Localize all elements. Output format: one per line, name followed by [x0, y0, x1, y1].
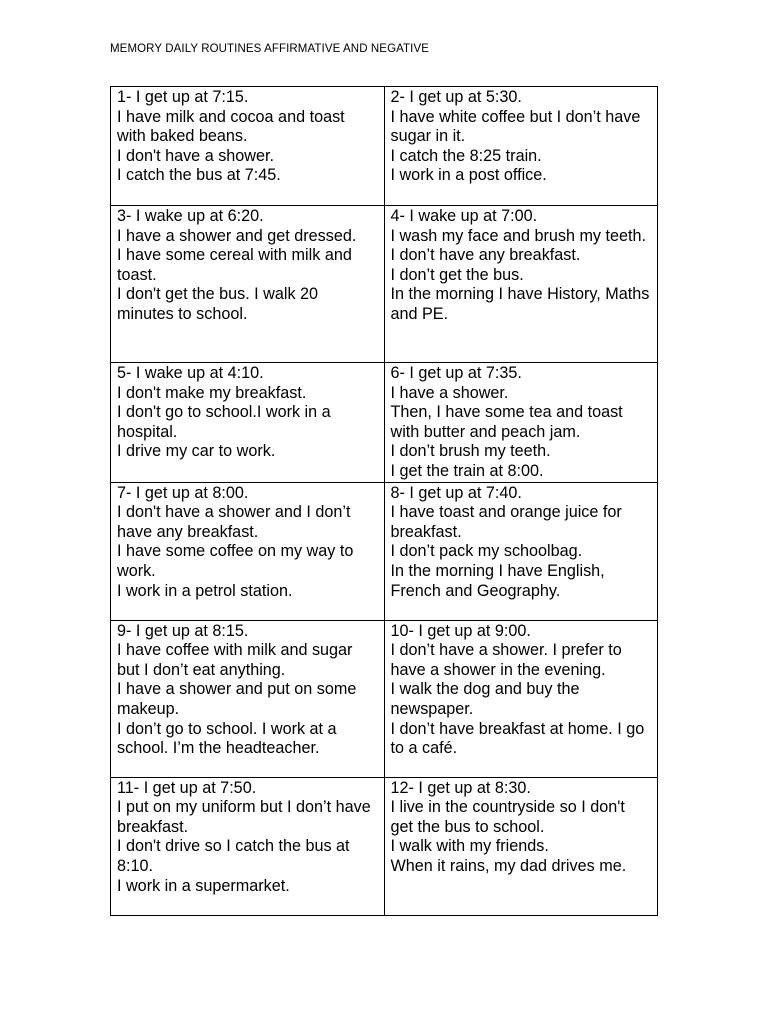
table-row — [111, 363, 658, 483]
routine-line: 11- I get up at 7:50. — [117, 778, 257, 797]
routine-line: 12- I get up at 8:30. — [390, 778, 531, 797]
routine-line: I don’t have breakfast at home. I go to a café. — [390, 719, 645, 758]
routine-line: I walk with my friends. — [390, 837, 549, 856]
table-row — [111, 620, 658, 777]
routine-line: 9- I get up at 8:15. — [117, 621, 249, 640]
routine-line: I have milk and cocoa and toast with baked beans. — [117, 107, 345, 146]
routine-line: I don't go to school.I work in a hospital. — [117, 403, 331, 441]
routine-line: I don’t get the bus. — [390, 265, 524, 284]
routine-line: In the morning I have History, Maths and PE. — [390, 285, 650, 323]
routine-line: I walk the dog and buy the newspaper. — [390, 680, 580, 718]
routine-line: I work in a supermarket. — [117, 876, 290, 895]
routine-card-9 — [111, 620, 385, 777]
routine-line: I put on my uniform but I don’t have breakfast. — [117, 798, 371, 836]
routine-line: I drive my car to work. — [117, 442, 276, 461]
routine-line: I work in a petrol station. — [117, 581, 293, 600]
routine-line: 1- I get up at 7:15. — [117, 88, 249, 106]
routine-line: I have white coffee but I don’t have sugar in it. — [390, 107, 641, 146]
routine-line: 10- I get up at 9:00. — [390, 621, 531, 640]
routine-card-5 — [111, 363, 385, 483]
routine-line: 5- I wake up at 4:10. — [117, 364, 264, 382]
routine-card-2 — [384, 87, 658, 206]
routine-line: I don’t go to school. I work at a school. I’m the headteacher. — [117, 719, 337, 758]
routine-line: 8- I get up at 7:40. — [390, 483, 522, 502]
routine-card-11 — [111, 777, 385, 915]
routine-line: I don't have a shower and I don’t have any breakfast. — [117, 503, 351, 541]
routine-line: I have some cereal with milk and toast. — [117, 246, 352, 284]
routine-line: I work in a post office. — [390, 166, 547, 185]
routine-line: 7- I get up at 8:00. — [117, 483, 249, 502]
routine-line: I have a shower and put on some makeup. — [117, 680, 357, 718]
routine-card-12 — [384, 777, 658, 915]
routine-card-6 — [384, 363, 658, 483]
routine-line: Then, I have some tea and toast with butter and peach jam. — [390, 403, 623, 441]
routine-line: I catch the 8:25 train. — [390, 146, 542, 165]
routine-line: I live in the countryside so I don't get the bus to school. — [390, 798, 625, 836]
routine-line: I don't have a shower. — [117, 146, 274, 165]
routine-line: 4- I wake up at 7:00. — [390, 207, 538, 225]
routine-line: I don't get the bus. I walk 20 minutes to school. — [117, 285, 319, 323]
table-row — [111, 777, 658, 915]
routine-line: I don't drive so I catch the bus at 8:10. — [117, 837, 350, 875]
routine-line: 2- I get up at 5:30. — [390, 88, 522, 106]
routine-card-8 — [384, 482, 658, 620]
table-row — [111, 482, 658, 620]
routine-line: I don’t pack my schoolbag. — [390, 542, 583, 561]
routine-line: I have a shower. — [390, 383, 509, 402]
routine-card-3 — [111, 206, 385, 363]
routine-card-1 — [111, 87, 385, 206]
table-row — [111, 87, 658, 206]
routine-card-10 — [384, 620, 658, 777]
routine-line: When it rains, my dad drives me. — [390, 856, 627, 875]
page-title: MEMORY DAILY ROUTINES AFFIRMATIVE AND NEGATIVE — [110, 43, 429, 55]
routine-line: I have some coffee on my way to work. — [117, 542, 354, 580]
routine-line: I have coffee with milk and sugar but I don’t eat anything. — [117, 641, 353, 679]
routine-line: I don’t brush my teeth. — [390, 442, 551, 461]
routine-card-4 — [384, 206, 658, 363]
routine-line: I get the train at 8:00. — [390, 461, 544, 480]
routine-line: I wash my face and brush my teeth. — [390, 226, 647, 245]
routine-line: 3- I wake up at 6:20. — [117, 207, 264, 225]
routine-line: I catch the bus at 7:45. — [117, 166, 281, 185]
routine-line: In the morning I have English, French and Geography. — [390, 561, 605, 600]
routine-line: I have a shower and get dressed. — [117, 226, 357, 245]
routine-line: I don't make my breakfast. — [117, 383, 307, 402]
routine-line: I don’t have a shower. I prefer to have a shower in the evening. — [390, 641, 622, 679]
routine-line: 6- I get up at 7:35. — [390, 364, 522, 382]
routine-line: I don’t have any breakfast. — [390, 246, 581, 265]
routine-card-7 — [111, 482, 385, 620]
table-row — [111, 206, 658, 363]
routine-line: I have toast and orange juice for breakfast. — [390, 503, 622, 541]
routines-table — [110, 86, 658, 916]
